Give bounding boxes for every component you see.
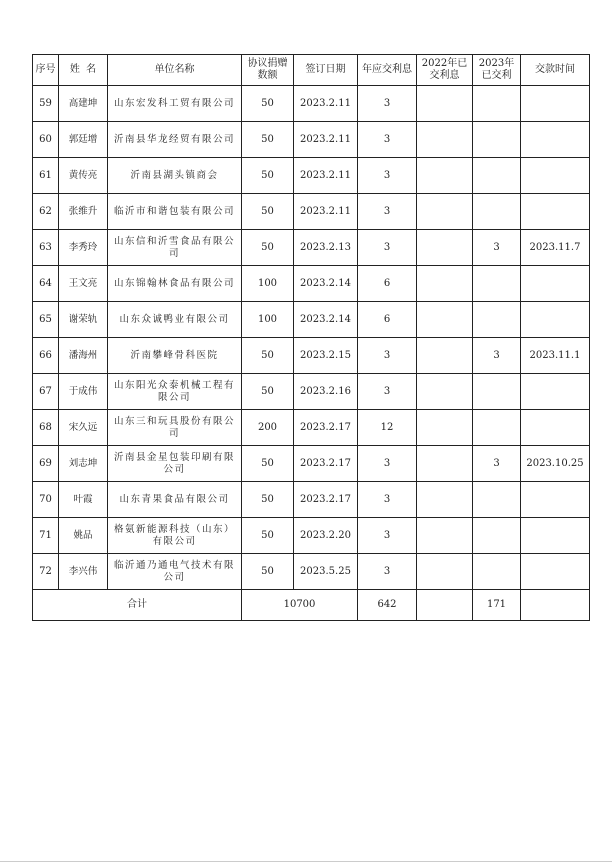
table-row — [33, 230, 590, 266]
row-paid-2023 — [473, 266, 521, 302]
row-seq: 63 — [33, 230, 59, 266]
row-pay-time: 2023.11.1 — [521, 338, 590, 374]
row-name: 李秀玲 — [59, 230, 108, 266]
row-amount: 50 — [242, 158, 294, 194]
row-seq: 70 — [33, 482, 59, 518]
row-amount: 100 — [242, 302, 294, 338]
row-paid-2022 — [417, 230, 473, 266]
row-amount: 50 — [242, 194, 294, 230]
row-name: 刘志坤 — [59, 446, 108, 482]
row-amount: 50 — [242, 230, 294, 266]
table-row — [33, 482, 590, 518]
row-seq: 69 — [33, 446, 59, 482]
row-annual-interest: 3 — [358, 86, 417, 122]
row-company: 临沂市和谐包装有限公司 — [108, 194, 242, 230]
row-seq: 67 — [33, 374, 59, 410]
row-company: 临沂通乃通电气技术有限公司 — [108, 554, 242, 590]
row-amount: 50 — [242, 446, 294, 482]
row-paid-2023 — [473, 374, 521, 410]
totals-amount: 10700 — [242, 590, 358, 621]
row-pay-time — [521, 410, 590, 446]
row-pay-time: 2023.10.25 — [521, 446, 590, 482]
row-paid-2022 — [417, 266, 473, 302]
row-paid-2022 — [417, 482, 473, 518]
row-date: 2023.2.17 — [294, 482, 358, 518]
row-seq: 61 — [33, 158, 59, 194]
row-paid-2023 — [473, 194, 521, 230]
row-pay-time — [521, 86, 590, 122]
row-name: 于成伟 — [59, 374, 108, 410]
row-paid-2023 — [473, 518, 521, 554]
row-pay-time: 2023.11.7 — [521, 230, 590, 266]
row-paid-2023: 3 — [473, 230, 521, 266]
row-amount: 100 — [242, 266, 294, 302]
row-paid-2022 — [417, 194, 473, 230]
row-annual-interest: 6 — [358, 302, 417, 338]
table-body — [33, 86, 590, 590]
row-date: 2023.2.11 — [294, 158, 358, 194]
header-paid-2023: 2023年已交利 — [473, 55, 521, 86]
row-date: 2023.5.25 — [294, 554, 358, 590]
row-name: 宋久远 — [59, 410, 108, 446]
row-date: 2023.2.14 — [294, 266, 358, 302]
row-pay-time — [521, 374, 590, 410]
row-pay-time — [521, 482, 590, 518]
row-annual-interest: 3 — [358, 230, 417, 266]
row-paid-2022 — [417, 302, 473, 338]
row-company: 山东三和玩具股份有限公司 — [108, 410, 242, 446]
row-name: 谢荣轨 — [59, 302, 108, 338]
row-name: 叶霞 — [59, 482, 108, 518]
row-paid-2023 — [473, 554, 521, 590]
row-amount: 50 — [242, 338, 294, 374]
row-annual-interest: 3 — [358, 446, 417, 482]
row-pay-time — [521, 302, 590, 338]
header-name: 姓 名 — [59, 55, 108, 86]
row-name: 王文亮 — [59, 266, 108, 302]
row-paid-2023 — [473, 482, 521, 518]
row-date: 2023.2.14 — [294, 302, 358, 338]
row-amount: 50 — [242, 122, 294, 158]
row-paid-2022 — [417, 374, 473, 410]
table-row — [33, 518, 590, 554]
header-company: 单位名称 — [108, 55, 242, 86]
row-pay-time — [521, 518, 590, 554]
row-amount: 200 — [242, 410, 294, 446]
row-paid-2023 — [473, 122, 521, 158]
row-paid-2022 — [417, 158, 473, 194]
header-seq: 序号 — [33, 55, 59, 86]
row-paid-2023 — [473, 158, 521, 194]
table-row — [33, 554, 590, 590]
table-row — [33, 122, 590, 158]
header-date: 签订日期 — [294, 55, 358, 86]
table-row — [33, 194, 590, 230]
row-date: 2023.2.11 — [294, 194, 358, 230]
row-seq: 59 — [33, 86, 59, 122]
header-annual-interest: 年应交利息 — [358, 55, 417, 86]
table-row — [33, 410, 590, 446]
row-name: 张维升 — [59, 194, 108, 230]
row-company: 山东宏发科工贸有限公司 — [108, 86, 242, 122]
row-name: 郭廷增 — [59, 122, 108, 158]
table-row — [33, 266, 590, 302]
header-pay-time: 交款时间 — [521, 55, 590, 86]
row-amount: 50 — [242, 482, 294, 518]
totals-label: 合计 — [33, 590, 242, 621]
row-date: 2023.2.15 — [294, 338, 358, 374]
header-amount: 协议捐赠数额 — [242, 55, 294, 86]
row-paid-2023 — [473, 410, 521, 446]
row-annual-interest: 3 — [358, 122, 417, 158]
donation-table — [32, 54, 590, 621]
row-date: 2023.2.11 — [294, 86, 358, 122]
row-date: 2023.2.20 — [294, 518, 358, 554]
row-amount: 50 — [242, 86, 294, 122]
row-paid-2022 — [417, 338, 473, 374]
row-amount: 50 — [242, 374, 294, 410]
row-company: 沂南县湖头镇商会 — [108, 158, 242, 194]
row-name: 李兴伟 — [59, 554, 108, 590]
row-pay-time — [521, 194, 590, 230]
page-bottom-divider — [0, 861, 612, 862]
row-name: 潘海州 — [59, 338, 108, 374]
row-paid-2023: 3 — [473, 446, 521, 482]
row-date: 2023.2.11 — [294, 122, 358, 158]
row-date: 2023.2.17 — [294, 410, 358, 446]
row-paid-2022 — [417, 122, 473, 158]
row-seq: 65 — [33, 302, 59, 338]
totals-paid-2022 — [417, 590, 473, 621]
table-row — [33, 158, 590, 194]
row-seq: 62 — [33, 194, 59, 230]
row-paid-2023: 3 — [473, 338, 521, 374]
row-name: 黄传亮 — [59, 158, 108, 194]
row-annual-interest: 3 — [358, 482, 417, 518]
row-annual-interest: 3 — [358, 554, 417, 590]
row-amount: 50 — [242, 554, 294, 590]
totals-annual: 642 — [358, 590, 417, 621]
row-paid-2022 — [417, 86, 473, 122]
row-pay-time — [521, 266, 590, 302]
row-seq: 60 — [33, 122, 59, 158]
row-company: 沂南县金星包装印刷有限公司 — [108, 446, 242, 482]
row-company: 山东信和沂雪食品有限公司 — [108, 230, 242, 266]
row-annual-interest: 3 — [358, 194, 417, 230]
row-paid-2022 — [417, 554, 473, 590]
row-date: 2023.2.17 — [294, 446, 358, 482]
row-annual-interest: 3 — [358, 518, 417, 554]
row-paid-2022 — [417, 410, 473, 446]
row-name: 高建坤 — [59, 86, 108, 122]
row-company: 山东锦翰林食品有限公司 — [108, 266, 242, 302]
row-company: 山东众诚鸭业有限公司 — [108, 302, 242, 338]
row-seq: 64 — [33, 266, 59, 302]
row-paid-2022 — [417, 518, 473, 554]
table-row — [33, 446, 590, 482]
row-date: 2023.2.16 — [294, 374, 358, 410]
row-paid-2023 — [473, 302, 521, 338]
row-company: 山东青果食品有限公司 — [108, 482, 242, 518]
totals-pay-time — [521, 590, 590, 621]
row-seq: 71 — [33, 518, 59, 554]
table-row — [33, 374, 590, 410]
row-seq: 72 — [33, 554, 59, 590]
row-seq: 66 — [33, 338, 59, 374]
table-row — [33, 338, 590, 374]
row-company: 沂南攀峰骨科医院 — [108, 338, 242, 374]
row-annual-interest: 3 — [358, 158, 417, 194]
totals-paid-2023: 171 — [473, 590, 521, 621]
row-annual-interest: 6 — [358, 266, 417, 302]
totals-row — [33, 590, 590, 621]
table-row — [33, 302, 590, 338]
row-company: 格氨新能源科技（山东）有限公司 — [108, 518, 242, 554]
header-row — [33, 55, 590, 86]
row-annual-interest: 12 — [358, 410, 417, 446]
row-amount: 50 — [242, 518, 294, 554]
row-pay-time — [521, 158, 590, 194]
row-pay-time — [521, 122, 590, 158]
row-annual-interest: 3 — [358, 374, 417, 410]
row-company: 沂南县华龙经贸有限公司 — [108, 122, 242, 158]
table-row — [33, 86, 590, 122]
row-paid-2023 — [473, 86, 521, 122]
row-pay-time — [521, 554, 590, 590]
header-paid-2022: 2022年已交利息 — [417, 55, 473, 86]
row-company: 山东阳光众泰机械工程有限公司 — [108, 374, 242, 410]
row-date: 2023.2.13 — [294, 230, 358, 266]
row-seq: 68 — [33, 410, 59, 446]
row-name: 姚品 — [59, 518, 108, 554]
row-annual-interest: 3 — [358, 338, 417, 374]
row-paid-2022 — [417, 446, 473, 482]
